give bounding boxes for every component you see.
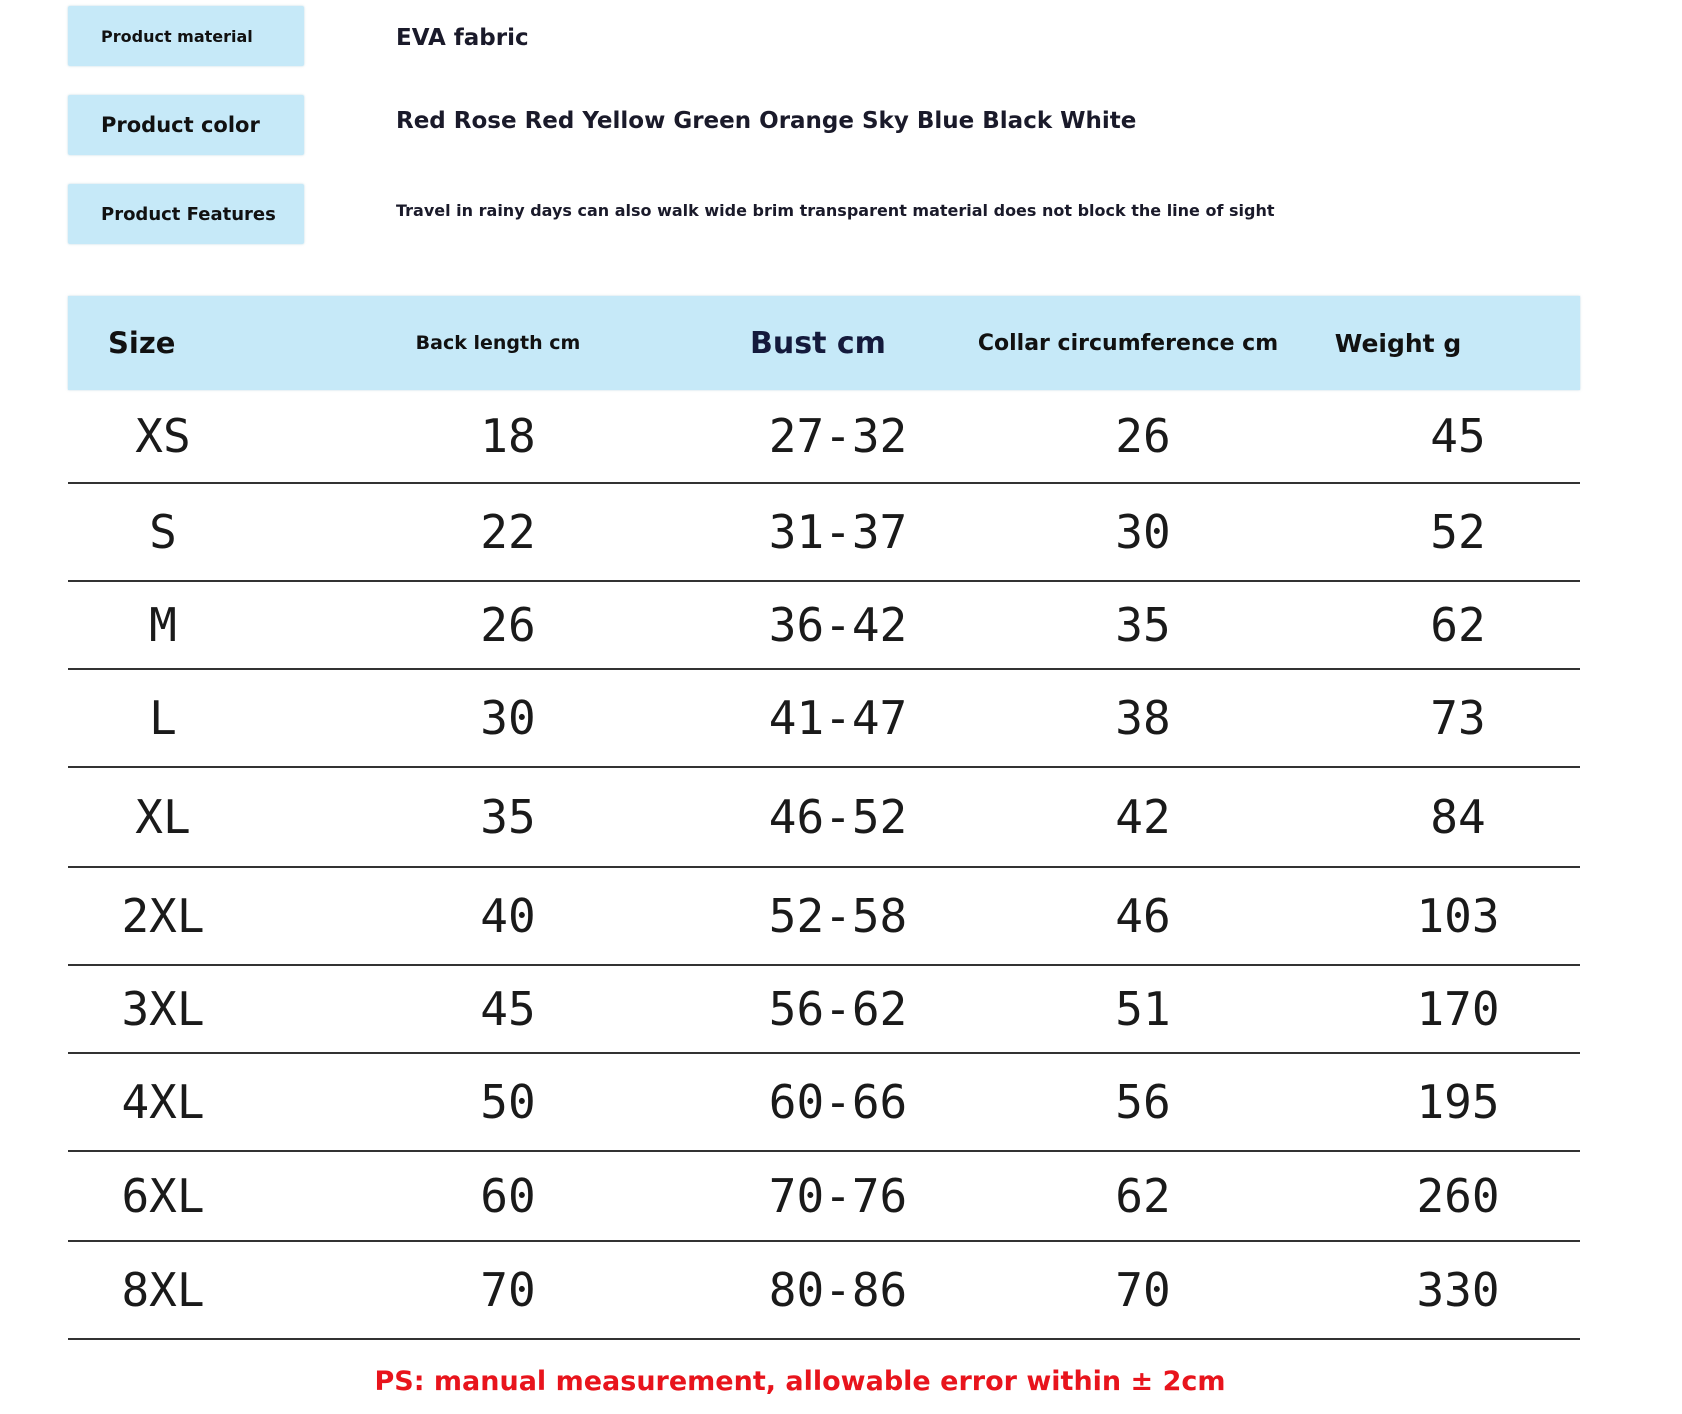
info-row-features — [0, 184, 1682, 244]
cell-bust: 41-47 — [768, 691, 908, 745]
table-row — [68, 768, 1580, 868]
cell-back-length: 35 — [480, 790, 536, 844]
cell-size: L — [149, 691, 177, 745]
cell-collar: 26 — [1115, 409, 1171, 463]
table-row — [68, 390, 1580, 484]
header-back-length: Back length cm — [415, 332, 581, 354]
cell-bust: 36-42 — [768, 598, 908, 652]
cell-collar: 56 — [1115, 1075, 1171, 1129]
cell-back-length: 60 — [480, 1169, 536, 1223]
cell-collar: 38 — [1115, 691, 1171, 745]
cell-size: 3XL — [121, 982, 205, 1036]
cell-collar: 62 — [1115, 1169, 1171, 1223]
cell-size: 2XL — [121, 889, 205, 943]
cell-bust: 60-66 — [768, 1075, 908, 1129]
cell-bust: 27-32 — [768, 409, 908, 463]
cell-weight: 170 — [1416, 982, 1500, 1036]
color-label: Product color — [68, 95, 304, 155]
cell-bust: 70-76 — [768, 1169, 908, 1223]
table-row — [68, 484, 1580, 582]
cell-weight: 84 — [1430, 790, 1486, 844]
table-row — [68, 966, 1580, 1054]
header-collar: Collar circumference cm — [977, 330, 1279, 356]
cell-back-length: 50 — [480, 1075, 536, 1129]
cell-collar: 70 — [1115, 1263, 1171, 1317]
info-row-material — [0, 6, 1682, 66]
cell-weight: 52 — [1430, 505, 1486, 559]
cell-size: 6XL — [121, 1169, 205, 1223]
table-row — [68, 1242, 1580, 1340]
cell-size: S — [149, 505, 177, 559]
cell-bust: 31-37 — [768, 505, 908, 559]
cell-back-length: 22 — [480, 505, 536, 559]
cell-weight: 195 — [1416, 1075, 1500, 1129]
cell-size: 8XL — [121, 1263, 205, 1317]
cell-weight: 260 — [1416, 1169, 1500, 1223]
table-header — [68, 296, 1580, 390]
table-row — [68, 1054, 1580, 1152]
cell-back-length: 26 — [480, 598, 536, 652]
cell-bust: 80-86 — [768, 1263, 908, 1317]
cell-size: M — [149, 598, 177, 652]
cell-back-length: 70 — [480, 1263, 536, 1317]
cell-size: XS — [135, 409, 191, 463]
cell-weight: 330 — [1416, 1263, 1500, 1317]
header-bust: Bust cm — [750, 325, 886, 361]
cell-size: 4XL — [121, 1075, 205, 1129]
cell-collar: 42 — [1115, 790, 1171, 844]
cell-bust: 46-52 — [768, 790, 908, 844]
cell-collar: 35 — [1115, 598, 1171, 652]
cell-weight: 73 — [1430, 691, 1486, 745]
cell-back-length: 45 — [480, 982, 536, 1036]
info-row-color — [0, 95, 1682, 155]
features-label: Product Features — [68, 184, 304, 244]
material-value: EVA fabric — [396, 25, 529, 51]
cell-collar: 51 — [1115, 982, 1171, 1036]
table-row — [68, 670, 1580, 768]
cell-back-length: 40 — [480, 889, 536, 943]
measurement-note: PS: manual measurement, allowable error within ± 2cm — [374, 1366, 1226, 1397]
table-row — [68, 582, 1580, 670]
color-value: Red Rose Red Yellow Green Orange Sky Blue Black White — [396, 108, 1137, 134]
cell-bust: 56-62 — [768, 982, 908, 1036]
cell-weight: 103 — [1416, 889, 1500, 943]
material-label: Product material — [68, 6, 304, 66]
cell-back-length: 30 — [480, 691, 536, 745]
features-value: Travel in rainy days can also walk wide brim transparent material does not block the line of sight — [396, 200, 1275, 220]
cell-bust: 52-58 — [768, 889, 908, 943]
table-row — [68, 868, 1580, 966]
cell-weight: 62 — [1430, 598, 1486, 652]
header-size: Size — [108, 326, 176, 360]
size-table — [68, 296, 1580, 1340]
table-row — [68, 1152, 1580, 1242]
cell-size: XL — [135, 790, 191, 844]
cell-collar: 46 — [1115, 889, 1171, 943]
cell-back-length: 18 — [480, 409, 536, 463]
header-weight: Weight g — [1334, 328, 1462, 358]
cell-collar: 30 — [1115, 505, 1171, 559]
cell-weight: 45 — [1430, 409, 1486, 463]
